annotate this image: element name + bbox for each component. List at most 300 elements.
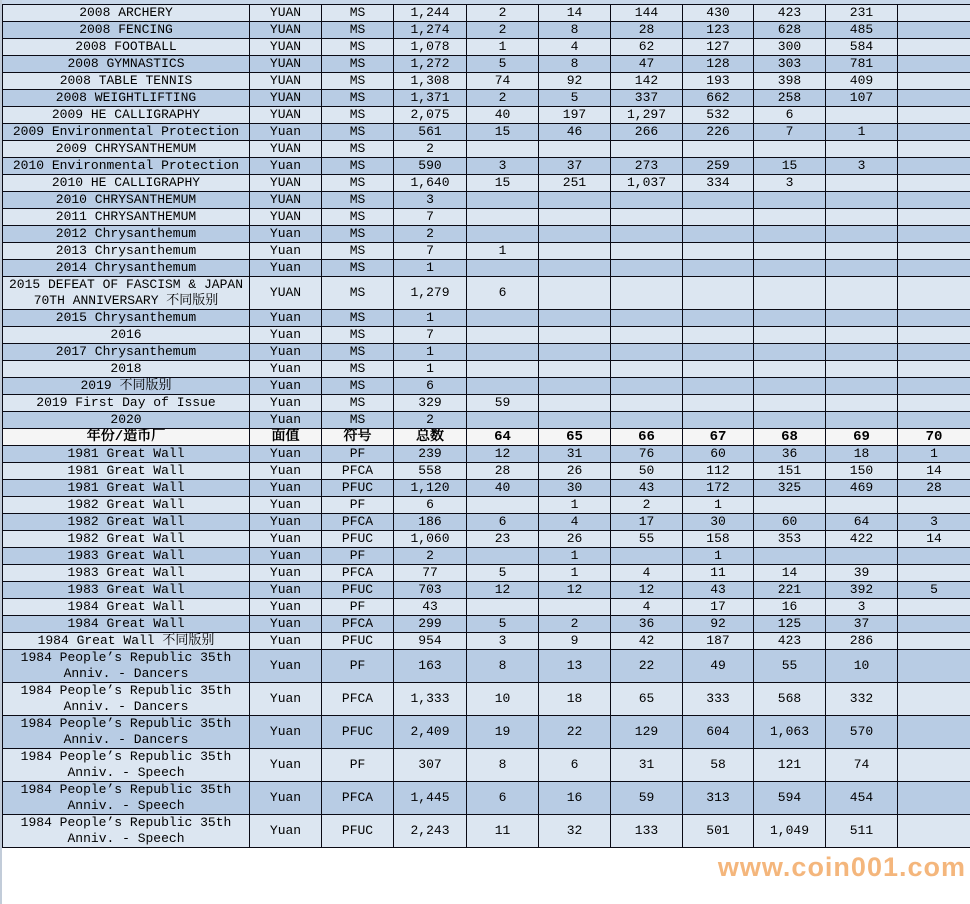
cell-year-mint: 2015 DEFEAT OF FASCISM & JAPAN 70TH ANNIVERSARY 不同版别: [3, 277, 250, 310]
cell-denomination: Yuan: [250, 446, 322, 463]
cell-grade-65: 8: [539, 56, 611, 73]
cell-year-mint: 1984 Great Wall 不同版别: [3, 633, 250, 650]
cell-grade-64: 5: [467, 616, 539, 633]
cell-grade-67: 92: [683, 616, 754, 633]
table-row: [3, 344, 970, 361]
cell-grade-70: [898, 683, 970, 716]
cell-year-mint: 2009 Environmental Protection: [3, 124, 250, 141]
cell-grade-64: 8: [467, 749, 539, 782]
cell-total: 1,308: [394, 73, 467, 90]
cell-grade-64: 1: [467, 243, 539, 260]
cell-grade-68: [754, 361, 826, 378]
cell-grade-70: [898, 395, 970, 412]
cell-total: 1,244: [394, 5, 467, 22]
table-row: [3, 107, 970, 124]
cell-grade-69: 37: [826, 616, 898, 633]
table-row: [3, 260, 970, 277]
cell-denomination: Yuan: [250, 463, 322, 480]
cell-grade-67: 226: [683, 124, 754, 141]
cell-total: 703: [394, 582, 467, 599]
cell-denomination: Yuan: [250, 260, 322, 277]
cell-grade-64: 12: [467, 446, 539, 463]
cell-designation: MS: [322, 395, 394, 412]
cell-year-mint: 2017 Chrysanthemum: [3, 344, 250, 361]
cell-grade-64: 5: [467, 565, 539, 582]
cell-year-mint: 1984 People’s Republic 35th Anniv. - Dancers: [3, 650, 250, 683]
cell-grade-70: [898, 378, 970, 395]
cell-designation: MS: [322, 124, 394, 141]
cell-grade-66: 337: [611, 90, 683, 107]
cell-grade-66: [611, 243, 683, 260]
cell-year-mint: 2014 Chrysanthemum: [3, 260, 250, 277]
cell-grade-69: [826, 395, 898, 412]
cell-grade-70: [898, 344, 970, 361]
table-row: [3, 480, 970, 497]
cell-grade-65: [539, 209, 611, 226]
cell-grade-69: 422: [826, 531, 898, 548]
cell-total: 7: [394, 327, 467, 344]
cell-grade-67: 193: [683, 73, 754, 90]
cell-year-mint: 2019 First Day of Issue: [3, 395, 250, 412]
cell-grade-69: 10: [826, 650, 898, 683]
cell-grade-65: [539, 344, 611, 361]
cell-total: 1,120: [394, 480, 467, 497]
cell-grade-65: 2: [539, 616, 611, 633]
cell-grade-65: 13: [539, 650, 611, 683]
cell-grade-69: [826, 344, 898, 361]
cell-denomination: YUAN: [250, 175, 322, 192]
cell-grade-68: 36: [754, 446, 826, 463]
cell-grade-64: [467, 209, 539, 226]
cell-year-mint: 2013 Chrysanthemum: [3, 243, 250, 260]
cell-grade-68: [754, 260, 826, 277]
cell-denomination: Yuan: [250, 327, 322, 344]
cell-grade-64: 2: [467, 22, 539, 39]
cell-grade-65: 1: [539, 565, 611, 582]
cell-grade-66: 144: [611, 5, 683, 22]
cell-designation: PFCA: [322, 463, 394, 480]
cell-grade-65: [539, 395, 611, 412]
cell-designation: MS: [322, 158, 394, 175]
cell-grade-70: [898, 39, 970, 56]
cell-denomination: Yuan: [250, 582, 322, 599]
cell-grade-65: 9: [539, 633, 611, 650]
cell-grade-68: [754, 497, 826, 514]
cell-grade-66: [611, 209, 683, 226]
cell-denomination: YUAN: [250, 5, 322, 22]
cell-grade-69: 18: [826, 446, 898, 463]
table-row: [3, 56, 970, 73]
cell-designation: MS: [322, 260, 394, 277]
cell-grade-67: 60: [683, 446, 754, 463]
cell-grade-69: 3: [826, 158, 898, 175]
cell-grade-70: 28: [898, 480, 970, 497]
cell-grade-65: 12: [539, 582, 611, 599]
cell-grade-64: 10: [467, 683, 539, 716]
cell-designation: MS: [322, 412, 394, 429]
cell-grade-69: 584: [826, 39, 898, 56]
cell-denomination: Yuan: [250, 158, 322, 175]
cell-grade-69: [826, 361, 898, 378]
cell-grade-69: [826, 192, 898, 209]
cell-grade-69: 1: [826, 124, 898, 141]
cell-grade-68: 594: [754, 782, 826, 815]
cell-grade-65: [539, 277, 611, 310]
cell-grade-69: [826, 497, 898, 514]
cell-grade-66: [611, 344, 683, 361]
cell-year-mint: 1984 People’s Republic 35th Anniv. - Speech: [3, 749, 250, 782]
cell-grade-67: 430: [683, 5, 754, 22]
cell-grade-70: [898, 361, 970, 378]
cell-grade-66: 266: [611, 124, 683, 141]
cell-grade-68: 1,063: [754, 716, 826, 749]
cell-grade-70: [898, 192, 970, 209]
cell-grade-69: 107: [826, 90, 898, 107]
table-row: [3, 633, 970, 650]
cell-grade-70: [898, 497, 970, 514]
cell-grade-64: 23: [467, 531, 539, 548]
cell-grade-64: 6: [467, 277, 539, 310]
cell-grade-65: 37: [539, 158, 611, 175]
table-row: [3, 5, 970, 22]
cell-total: 558: [394, 463, 467, 480]
cell-grade-69: 511: [826, 815, 898, 848]
cell-grade-65: [539, 361, 611, 378]
cell-year-mint: 2011 CHRYSANTHEMUM: [3, 209, 250, 226]
cell-year-mint: 2019 不同版别: [3, 378, 250, 395]
cell-grade-67: 532: [683, 107, 754, 124]
cell-grade-70: [898, 565, 970, 582]
cell-grade-65: 251: [539, 175, 611, 192]
cell-grade-66: [611, 327, 683, 344]
cell-designation: PF: [322, 650, 394, 683]
cell-total: 77: [394, 565, 467, 582]
cell-grade-64: 6: [467, 514, 539, 531]
cell-total: 2: [394, 412, 467, 429]
cell-grade-67: [683, 361, 754, 378]
cell-grade-70: [898, 5, 970, 22]
cell-grade-70: 5: [898, 582, 970, 599]
cell-year-mint: 1984 People’s Republic 35th Anniv. - Dancers: [3, 716, 250, 749]
cell-grade-69: 454: [826, 782, 898, 815]
cell-grade-70: [898, 209, 970, 226]
table-row: [3, 175, 970, 192]
pf-rows-section: [3, 446, 970, 848]
cell-grade-64: [467, 226, 539, 243]
cell-total: 1,279: [394, 277, 467, 310]
cell-denomination: YUAN: [250, 277, 322, 310]
cell-grade-70: [898, 22, 970, 39]
cell-total: 186: [394, 514, 467, 531]
cell-grade-68: [754, 243, 826, 260]
cell-denomination: Yuan: [250, 683, 322, 716]
cell-grade-69: 781: [826, 56, 898, 73]
cell-grade-68: 423: [754, 5, 826, 22]
cell-denomination: Yuan: [250, 124, 322, 141]
cell-grade-64: [467, 497, 539, 514]
cell-grade-66: [611, 361, 683, 378]
cell-grade-65: [539, 599, 611, 616]
cell-designation: MS: [322, 361, 394, 378]
cell-grade-65: 8: [539, 22, 611, 39]
cell-grade-67: [683, 226, 754, 243]
cell-grade-67: 313: [683, 782, 754, 815]
header-denomination: 面值: [250, 429, 322, 446]
cell-total: 2: [394, 141, 467, 158]
cell-grade-64: 40: [467, 480, 539, 497]
cell-designation: MS: [322, 209, 394, 226]
cell-grade-69: 64: [826, 514, 898, 531]
cell-year-mint: 1984 People’s Republic 35th Anniv. - Dancers: [3, 683, 250, 716]
cell-denomination: Yuan: [250, 716, 322, 749]
cell-designation: MS: [322, 277, 394, 310]
cell-designation: PFUC: [322, 582, 394, 599]
cell-designation: MS: [322, 141, 394, 158]
cell-total: 239: [394, 446, 467, 463]
cell-grade-64: [467, 548, 539, 565]
cell-grade-69: [826, 175, 898, 192]
table-row: [3, 446, 970, 463]
cell-grade-70: [898, 650, 970, 683]
cell-grade-66: 65: [611, 683, 683, 716]
cell-grade-66: 1,037: [611, 175, 683, 192]
header-grade-66: 66: [611, 429, 683, 446]
cell-grade-70: 14: [898, 531, 970, 548]
cell-grade-68: 258: [754, 90, 826, 107]
cell-grade-70: [898, 124, 970, 141]
cell-grade-66: 47: [611, 56, 683, 73]
cell-grade-69: [826, 327, 898, 344]
cell-denomination: Yuan: [250, 531, 322, 548]
cell-grade-64: 74: [467, 73, 539, 90]
cell-grade-67: 112: [683, 463, 754, 480]
cell-grade-66: [611, 548, 683, 565]
cell-grade-69: [826, 260, 898, 277]
cell-denomination: Yuan: [250, 616, 322, 633]
cell-denomination: YUAN: [250, 192, 322, 209]
cell-total: 561: [394, 124, 467, 141]
cell-denomination: Yuan: [250, 599, 322, 616]
cell-total: 1: [394, 260, 467, 277]
cell-grade-65: [539, 243, 611, 260]
cell-grade-70: [898, 310, 970, 327]
table-row: [3, 582, 970, 599]
cell-year-mint: 1982 Great Wall: [3, 531, 250, 548]
cell-grade-65: 16: [539, 782, 611, 815]
cell-grade-70: [898, 107, 970, 124]
cell-total: 163: [394, 650, 467, 683]
cell-year-mint: 2010 CHRYSANTHEMUM: [3, 192, 250, 209]
cell-total: 1,333: [394, 683, 467, 716]
cell-grade-66: [611, 277, 683, 310]
cell-grade-67: [683, 310, 754, 327]
cell-denomination: Yuan: [250, 412, 322, 429]
cell-grade-64: [467, 260, 539, 277]
cell-grade-66: 1,297: [611, 107, 683, 124]
cell-grade-64: 19: [467, 716, 539, 749]
cell-grade-65: [539, 327, 611, 344]
cell-grade-70: 1: [898, 446, 970, 463]
cell-grade-64: 8: [467, 650, 539, 683]
cell-grade-64: 3: [467, 633, 539, 650]
cell-year-mint: 2010 Environmental Protection: [3, 158, 250, 175]
cell-grade-66: 42: [611, 633, 683, 650]
cell-grade-68: 6: [754, 107, 826, 124]
table-row: [3, 716, 970, 749]
cell-denomination: YUAN: [250, 22, 322, 39]
cell-grade-68: 15: [754, 158, 826, 175]
table-row: [3, 327, 970, 344]
cell-grade-65: 4: [539, 514, 611, 531]
cell-year-mint: 2009 CHRYSANTHEMUM: [3, 141, 250, 158]
cell-designation: MS: [322, 310, 394, 327]
table-row: [3, 815, 970, 848]
cell-total: 1,060: [394, 531, 467, 548]
cell-grade-69: 392: [826, 582, 898, 599]
cell-grade-70: [898, 716, 970, 749]
cell-designation: MS: [322, 90, 394, 107]
cell-grade-69: 485: [826, 22, 898, 39]
cell-year-mint: 2008 ARCHERY: [3, 5, 250, 22]
cell-grade-70: [898, 158, 970, 175]
cell-grade-67: 172: [683, 480, 754, 497]
cell-designation: MS: [322, 243, 394, 260]
cell-year-mint: 2008 GYMNASTICS: [3, 56, 250, 73]
cell-grade-68: [754, 310, 826, 327]
cell-total: 299: [394, 616, 467, 633]
cell-grade-70: [898, 277, 970, 310]
cell-grade-70: [898, 633, 970, 650]
cell-denomination: Yuan: [250, 514, 322, 531]
cell-grade-69: 570: [826, 716, 898, 749]
cell-total: 1,640: [394, 175, 467, 192]
table-row: [3, 514, 970, 531]
cell-grade-68: 121: [754, 749, 826, 782]
cell-grade-70: [898, 749, 970, 782]
cell-total: 2: [394, 226, 467, 243]
cell-denomination: Yuan: [250, 310, 322, 327]
cell-grade-64: 28: [467, 463, 539, 480]
cell-year-mint: 2009 HE CALLIGRAPHY: [3, 107, 250, 124]
cell-grade-64: 2: [467, 5, 539, 22]
table-row: [3, 243, 970, 260]
cell-grade-70: [898, 226, 970, 243]
cell-total: 43: [394, 599, 467, 616]
cell-year-mint: 2010 HE CALLIGRAPHY: [3, 175, 250, 192]
cell-grade-67: 11: [683, 565, 754, 582]
table-row: [3, 39, 970, 56]
cell-year-mint: 2012 Chrysanthemum: [3, 226, 250, 243]
cell-grade-64: 59: [467, 395, 539, 412]
cell-grade-67: 662: [683, 90, 754, 107]
header-grade-65: 65: [539, 429, 611, 446]
cell-total: 7: [394, 209, 467, 226]
cell-grade-67: 187: [683, 633, 754, 650]
table-row: [3, 277, 970, 310]
cell-grade-64: 5: [467, 56, 539, 73]
cell-grade-67: [683, 395, 754, 412]
mid-header-row-section: [3, 429, 970, 446]
cell-grade-68: [754, 141, 826, 158]
table-row: [3, 209, 970, 226]
grade-census-table: [2, 4, 970, 848]
cell-designation: MS: [322, 192, 394, 209]
header-designation: 符号: [322, 429, 394, 446]
cell-designation: MS: [322, 344, 394, 361]
cell-designation: PF: [322, 599, 394, 616]
cell-grade-68: [754, 412, 826, 429]
header-year-mint: 年份/造币厂: [3, 429, 250, 446]
cell-total: 329: [394, 395, 467, 412]
cell-grade-67: 501: [683, 815, 754, 848]
cell-total: 2,243: [394, 815, 467, 848]
cell-grade-69: 332: [826, 683, 898, 716]
cell-grade-64: 6: [467, 782, 539, 815]
cell-grade-70: 14: [898, 463, 970, 480]
cell-total: 1,272: [394, 56, 467, 73]
cell-grade-67: 334: [683, 175, 754, 192]
cell-grade-66: 142: [611, 73, 683, 90]
cell-grade-69: [826, 141, 898, 158]
table-row: [3, 22, 970, 39]
cell-grade-65: 30: [539, 480, 611, 497]
cell-grade-66: [611, 141, 683, 158]
cell-grade-65: 32: [539, 815, 611, 848]
cell-grade-66: [611, 226, 683, 243]
cell-year-mint: 1981 Great Wall: [3, 480, 250, 497]
cell-grade-69: [826, 310, 898, 327]
cell-grade-70: [898, 141, 970, 158]
cell-grade-68: 125: [754, 616, 826, 633]
cell-grade-65: [539, 192, 611, 209]
cell-grade-67: 128: [683, 56, 754, 73]
cell-grade-65: 22: [539, 716, 611, 749]
header-total: 总数: [394, 429, 467, 446]
cell-grade-70: [898, 815, 970, 848]
cell-grade-65: 6: [539, 749, 611, 782]
cell-total: 1: [394, 310, 467, 327]
cell-grade-65: 46: [539, 124, 611, 141]
cell-grade-69: 469: [826, 480, 898, 497]
cell-grade-68: 628: [754, 22, 826, 39]
cell-grade-65: [539, 226, 611, 243]
cell-year-mint: 2008 TABLE TENNIS: [3, 73, 250, 90]
cell-grade-64: [467, 310, 539, 327]
cell-grade-68: [754, 327, 826, 344]
cell-designation: MS: [322, 5, 394, 22]
cell-year-mint: 1981 Great Wall: [3, 463, 250, 480]
cell-grade-70: [898, 90, 970, 107]
cell-grade-66: 2: [611, 497, 683, 514]
table-row: [3, 90, 970, 107]
cell-total: 1,078: [394, 39, 467, 56]
cell-designation: PFUC: [322, 815, 394, 848]
cell-grade-66: [611, 395, 683, 412]
table-row: [3, 395, 970, 412]
cell-grade-68: [754, 395, 826, 412]
cell-grade-68: 3: [754, 175, 826, 192]
cell-grade-68: 568: [754, 683, 826, 716]
cell-denomination: Yuan: [250, 243, 322, 260]
cell-grade-68: [754, 226, 826, 243]
cell-grade-66: [611, 260, 683, 277]
cell-designation: PF: [322, 749, 394, 782]
cell-grade-69: 3: [826, 599, 898, 616]
cell-grade-67: 1: [683, 497, 754, 514]
cell-grade-66: 43: [611, 480, 683, 497]
cell-total: 2,075: [394, 107, 467, 124]
cell-grade-70: [898, 175, 970, 192]
